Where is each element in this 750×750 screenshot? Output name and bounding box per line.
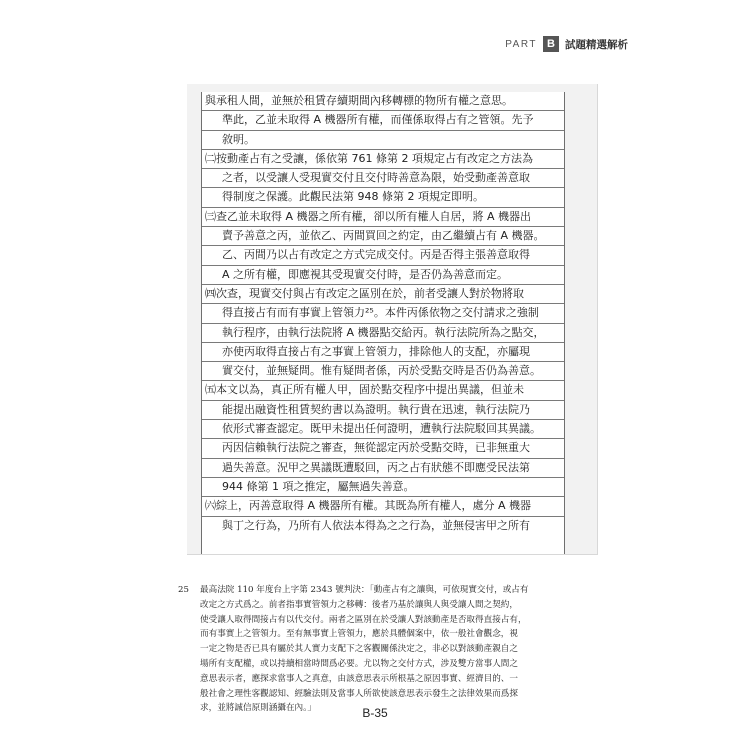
body-line: 得直接占有而有事實上管領力²⁵。本件丙係依物之交付請求之強制 — [202, 304, 564, 323]
footnote-line: 改定之方式爲之。前者指事實管領力之移轉：後者乃基於讓與人與受讓人間之契約， — [200, 599, 518, 610]
body-line: 實交付，並無疑問。惟有疑問者係，丙於受點交時是否仍為善意。 — [202, 362, 564, 381]
ruled-answer-area — [201, 92, 565, 554]
body-line: 準此，乙並未取得 A 機器所有權，而僅係取得占有之管領。先予 — [202, 111, 564, 130]
footnote-line: 意思表示者，應探求當事人之真意，由該意思表示所根基之原因事實、經濟目的、一 — [200, 673, 518, 684]
body-line: A 之所有權，即應視其受現實交付時，是否仍為善意而定。 — [202, 266, 564, 285]
section-title: 試題精選解析 — [565, 38, 628, 51]
footnote-line: 使受讓人取得間接占有以代交付。兩者之區別在於受讓人對該動產是否取得直接占有， — [200, 614, 527, 625]
body-line: 得制度之保護。此觀民法第 948 條第 2 項規定即明。 — [202, 188, 564, 207]
body-line: 過失善意。況甲之異議既遭駁回，丙之占有狀態不即應受民法第 — [202, 459, 564, 478]
footnote-line: 求，並將誠信原則涵攝在內。」 — [200, 703, 317, 714]
body-line: ㈥綜上，丙善意取得 A 機器所有權。其既為所有權人，處分 A 機器 — [202, 497, 564, 516]
body-line: 乙、丙間乃以占有改定之方式完成交付。丙是否得主張善意取得 — [202, 246, 564, 265]
body-line: 與承租人間，並無於租賃存續期間內移轉標的物所有權之意思。 — [202, 92, 564, 111]
body-line: 與丁之行為，乃所有人依法本得為之之行為，並無侵害甲之所有 — [222, 518, 530, 532]
body-line: 亦使丙取得直接占有之事實上管領力，排除他人的支配，亦屬現 — [202, 343, 564, 362]
body-line: 賣予善意之丙，並依乙、丙間買回之約定，由乙繼續占有 A 機器。 — [202, 227, 564, 246]
body-line: ㈤本文以為，真正所有權人甲，固於點交程序中提出異議，但並未 — [202, 381, 564, 400]
body-line: 依形式審查認定。既甲未提出任何證明，遭執行法院駁回其異議。 — [202, 420, 564, 439]
body-line: 敘明。 — [202, 131, 564, 150]
answer-box — [187, 84, 598, 555]
body-line: 之者，以受讓人受現實交付且交付時善意為限，始受動產善意取 — [202, 169, 564, 188]
body-line: ㈢查乙並未取得 A 機器之所有權，卻以所有權人自居，將 A 機器出 — [202, 208, 564, 227]
page-number: B-35 — [362, 706, 388, 720]
footnote-body — [200, 583, 598, 716]
body-line: 丙因信賴執行法院之審查，無從認定丙於受點交時，已非無重大 — [202, 439, 564, 458]
footnote-line: 般社會之理性客觀認知、經驗法則及當事人所欲使該意思表示發生之法律效果而爲探 — [200, 688, 518, 699]
footnote-line: 一定之物是否已具有屬於其人實力支配下之客觀關係決定之，非必以對該動產親自之 — [200, 644, 518, 655]
body-line: ㈡按動產占有之受讓，係依第 761 條第 2 項規定占有改定之方法為 — [202, 150, 564, 169]
body-line: 944 條第 1 項之推定，屬無過失善意。 — [202, 478, 564, 497]
footnote-line: 場所有支配權，或以持續相當時間爲必要。尤以物之交付方式，涉及雙方當事人間之 — [200, 658, 518, 669]
running-header — [505, 36, 628, 52]
footnote-number: 25 — [178, 585, 189, 595]
footnote — [178, 583, 598, 716]
footnote-line: 最高法院 110 年度台上字第 2343 號判決：「動產占有之讓與，可依現實交付，或占有 — [200, 585, 529, 595]
part-label: PART — [505, 38, 537, 50]
part-letter-badge: B — [543, 36, 559, 52]
body-line: 能提出融資性租賃契約書以為證明。執行貴在迅速，執行法院乃 — [202, 401, 564, 420]
body-line: ㈣次查，現實交付與占有改定之區別在於，前者受讓人對於物將取 — [202, 285, 564, 304]
footnote-line: 而有事實上之管領力。至有無事實上管領力，應於具體個案中，依一般社會觀念，視 — [200, 629, 518, 640]
body-line: 執行程序，由執行法院將 A 機器點交給丙。執行法院所為之點交， — [202, 324, 564, 343]
